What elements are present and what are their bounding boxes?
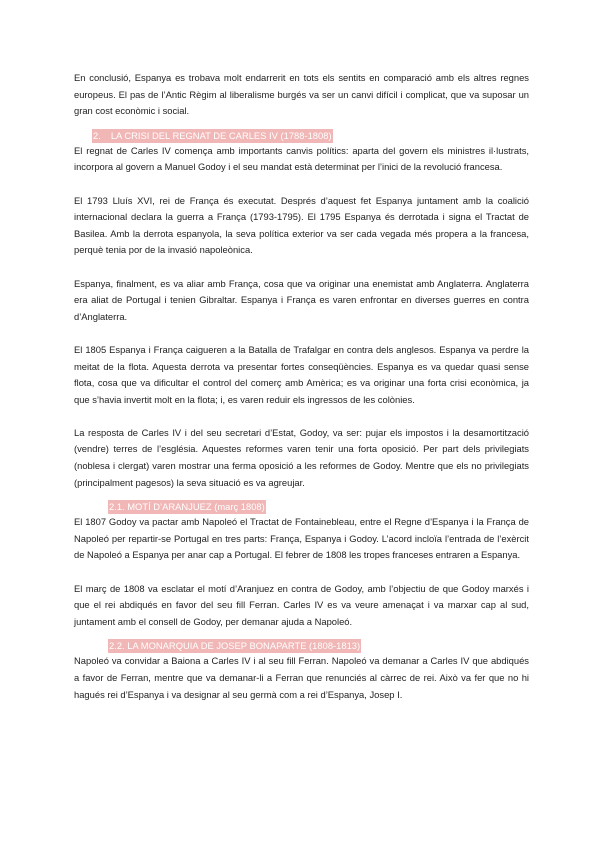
- paragraph-1793: El 1793 Lluís XVI, rei de França és executat. Després d’aquest fet Espanya juntament amb la coalició internacional declara la guerra a França (1793-1795). El 1795 Espanya és derrotada i signa el Tractat de Basilea. Amb la derrota espanyola, la seva política exterior va ser cada vegada més propera a la francesa, perquè tenia por de la invasió napoleònica.: [74, 194, 529, 256]
- section-heading-2-1: [108, 499, 529, 514]
- section-heading-2-2: [108, 638, 529, 653]
- paragraph-moti: El març de 1808 va esclatar el motí d’Aranjuez en contra de Godoy, amb l’objectiu de que Godoy marxés i que el rei abdiqués en favor del seu fill Ferran. Carles IV es va veure amenaçat i va marxar cap al sud, juntament amb el consell de Godoy, per demanar ajuda a Napoleó.: [74, 582, 529, 627]
- paragraph-fontainebleau: El 1807 Godoy va pactar amb Napoleó el Tractat de Fontainebleau, entre el Regne d’Espanya i la França de Napoleó per repartir-se Portugal en tres parts: França, Espanya i Godoy. L’acord incloïa l’entrada de l’exèrcit de Napoleó a Espanya per anar cap a Portugal. El febrer de 1808 les tropes franceses entraren a Espanya.: [74, 516, 529, 561]
- section-number: 2.: [93, 129, 101, 141]
- paragraph-alianca: Espanya, finalment, es va aliar amb França, cosa que va originar una enemistat amb Anglaterra. Anglaterra era aliat de Portugal i tenien Gibraltar. Espanya i França es varen enfrontar en diverses guerres en contra d’Anglaterra.: [74, 277, 529, 322]
- paragraph-conclusion: En conclusió, Espanya es trobava molt endarrerit en tots els sentits en comparació amb els altres regnes europeus. El pas de l’Antic Règim al liberalisme burgés va ser un canvi difícil i complicat, que va suposar un gran cost econòmic i social.: [74, 72, 529, 117]
- paragraph-trafalgar: El 1805 Espanya i França caigueren a la Batalla de Trafalgar en contra dels anglesos. Espanya va perdre la meitat de la flota. Aquesta derrota va presentar fortes conseqüències. Espanya es va quedar quasi sense flota, cosa que va dificultar el control del comerç amb Amèrica; es va originar una forta crisi econòmica, ja que s’havia invertit molt en la flota; i, es varen reduir els ingressos de les colònies.: [74, 343, 529, 405]
- section-heading-2: [92, 128, 529, 143]
- section-title: LA CRISI DEL REGNAT DE CARLES IV (1788-1808): [110, 129, 332, 141]
- paragraph-resposta: La resposta de Carles IV i del seu secretari d’Estat, Godoy, va ser: pujar els impostos i la desamortització (vendre) terres de l’església. Aquestes reformes varen tenir una forta oposició. Per part dels privilegiats (noblesa i clergat) varen mostrar una ferma oposició a les reformes de Godoy. Mentre que els no privilegiats (principalment pagesos) la seva situació es va agreujar.: [74, 426, 529, 488]
- document-body: [74, 70, 529, 703]
- paragraph-regnat: El regnat de Carles IV comença amb importants canvis polítics: aparta del govern els ministres il·lustrats, incorpora al govern a Manuel Godoy i el seu mandat està determinat per l’inici de la revolució francesa.: [74, 144, 529, 173]
- section-heading-2-2-highlight: 2.2. LA MONARQUIA DE JOSEP BONAPARTE (1808-1813): [109, 640, 361, 652]
- section-heading-2-highlight: [92, 129, 333, 143]
- paragraph-baiona: Napoleó va convidar a Baiona a Carles IV i al seu fill Ferran. Napoleó va demanar a Carles IV que abdiqués a favor de Ferran, mentre que va demanar-li a Ferran que renunciés al càrrec de rei. Això va fer que no hi hagués rei d’Espanya i va designar al seu germà com a rei d’Espanya, Josep I.: [74, 655, 529, 700]
- section-heading-2-1-highlight: 2.1. MOTÍ D’ARANJUEZ (març 1808): [109, 501, 265, 513]
